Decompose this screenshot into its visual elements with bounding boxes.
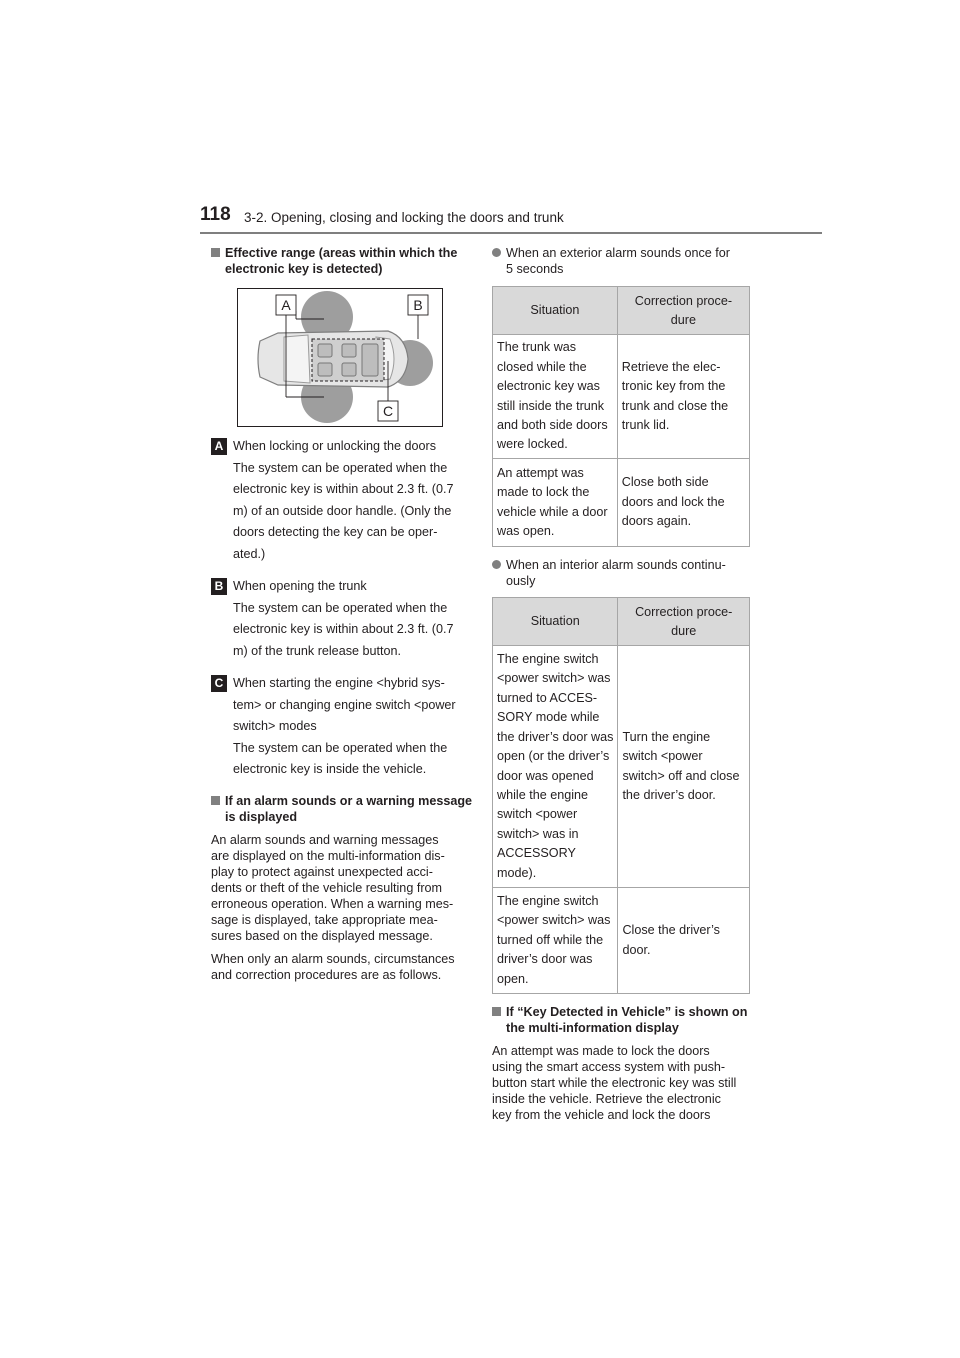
key-range-diagram bbox=[237, 288, 443, 427]
table-header-correction: Correction proce- dure bbox=[618, 598, 750, 646]
exterior-alarm-table bbox=[492, 286, 750, 547]
key-detected-paragraph: An attempt was made to lock the doors using the smart access system with push- button start while the electronic key was still inside the vehicle. Retrieve the electronic key from the vehicle and lock the doors bbox=[492, 1044, 737, 1122]
table-row bbox=[493, 646, 750, 888]
table-cell-situation: An attempt was made to lock the vehicle while a door was open. bbox=[493, 459, 618, 547]
table-cell-situation: The trunk was closed while the electronic key was still inside the trunk and both side doors were locked. bbox=[493, 335, 618, 459]
table-header-situation: Situation bbox=[493, 287, 618, 335]
table-cell-correction: Close both side doors and lock the doors again. bbox=[617, 459, 749, 547]
item-letter-a: A bbox=[211, 438, 227, 455]
chapter-title: 3-2. Opening, closing and locking the doors and trunk bbox=[244, 210, 564, 225]
item-letter-c: C bbox=[211, 675, 227, 692]
alarm-paragraph-2: When only an alarm sounds, circumstances and correction procedures are as follows. bbox=[211, 952, 455, 982]
table-cell-correction: Close the driver’s door. bbox=[618, 888, 750, 994]
bullet-interior-alarm: When an interior alarm sounds continu- ously bbox=[492, 557, 754, 589]
square-bullet-icon bbox=[492, 1007, 501, 1016]
item-c-text: When starting the engine <hybrid sys- tem> or changing engine switch <power switch> modes The system can be operated when the electronic key is inside the vehicle. bbox=[233, 676, 456, 776]
table-row bbox=[493, 335, 750, 459]
diagram-label-a: A bbox=[281, 297, 291, 313]
table-row bbox=[493, 459, 750, 547]
bullet-exterior-alarm: When an exterior alarm sounds once for 5 seconds bbox=[492, 245, 754, 277]
item-b-text: When opening the trunk The system can be operated when the electronic key is within about 2.3 ft. (0.7 m) of the trunk release button. bbox=[233, 579, 454, 658]
item-letter-b: B bbox=[211, 578, 227, 595]
section-alarm-heading: If an alarm sounds or a warning message is displayed bbox=[211, 793, 473, 825]
round-bullet-icon bbox=[492, 560, 501, 569]
square-bullet-icon bbox=[211, 796, 220, 805]
alarm-paragraph-1: An alarm sounds and warning messages are displayed on the multi-information dis- play to protect against unexpected acci- dents or theft of the vehicle resulting from erroneous operation. When a warning mes- sage is displayed, take appropriate mea- sures based on the displayed message. bbox=[211, 833, 454, 943]
table-header-correction: Correction proce- dure bbox=[617, 287, 749, 335]
table-cell-correction: Retrieve the elec- tronic key from the trunk and close the trunk lid. bbox=[617, 335, 749, 459]
table-row bbox=[493, 888, 750, 994]
table-cell-correction: Turn the engine switch <power switch> off and close the driver’s door. bbox=[618, 646, 750, 888]
section-key-detected-heading: If “Key Detected in Vehicle” is shown on the multi-information display bbox=[492, 1004, 754, 1036]
table-header-situation: Situation bbox=[493, 598, 618, 646]
section-effective-range-heading: Effective range (areas within which the electronic key is detected) bbox=[211, 245, 471, 277]
page-number: 118 bbox=[200, 204, 231, 225]
table-cell-situation: The engine switch <power switch> was turned off while the driver’s door was open. bbox=[493, 888, 618, 994]
round-bullet-icon bbox=[492, 248, 501, 257]
diagram-label-b: B bbox=[413, 297, 423, 313]
interior-alarm-table bbox=[492, 597, 750, 994]
diagram-label-c: C bbox=[382, 403, 394, 419]
header-divider bbox=[200, 232, 822, 234]
car-top-view-illustration bbox=[238, 289, 442, 426]
item-a-text: When locking or unlocking the doors The system can be operated when the electronic key is within about 2.3 ft. (0.7 m) of an outside door handle. (Only the doors detecting the key can be oper- ated.) bbox=[233, 439, 454, 561]
table-cell-situation: The engine switch <power switch> was turned to ACCES- SORY mode while the driver’s door was open (or the driver’s door was opened while the engine switch <power switch> was in ACCESSORY mode). bbox=[493, 646, 618, 888]
square-bullet-icon bbox=[211, 248, 220, 257]
